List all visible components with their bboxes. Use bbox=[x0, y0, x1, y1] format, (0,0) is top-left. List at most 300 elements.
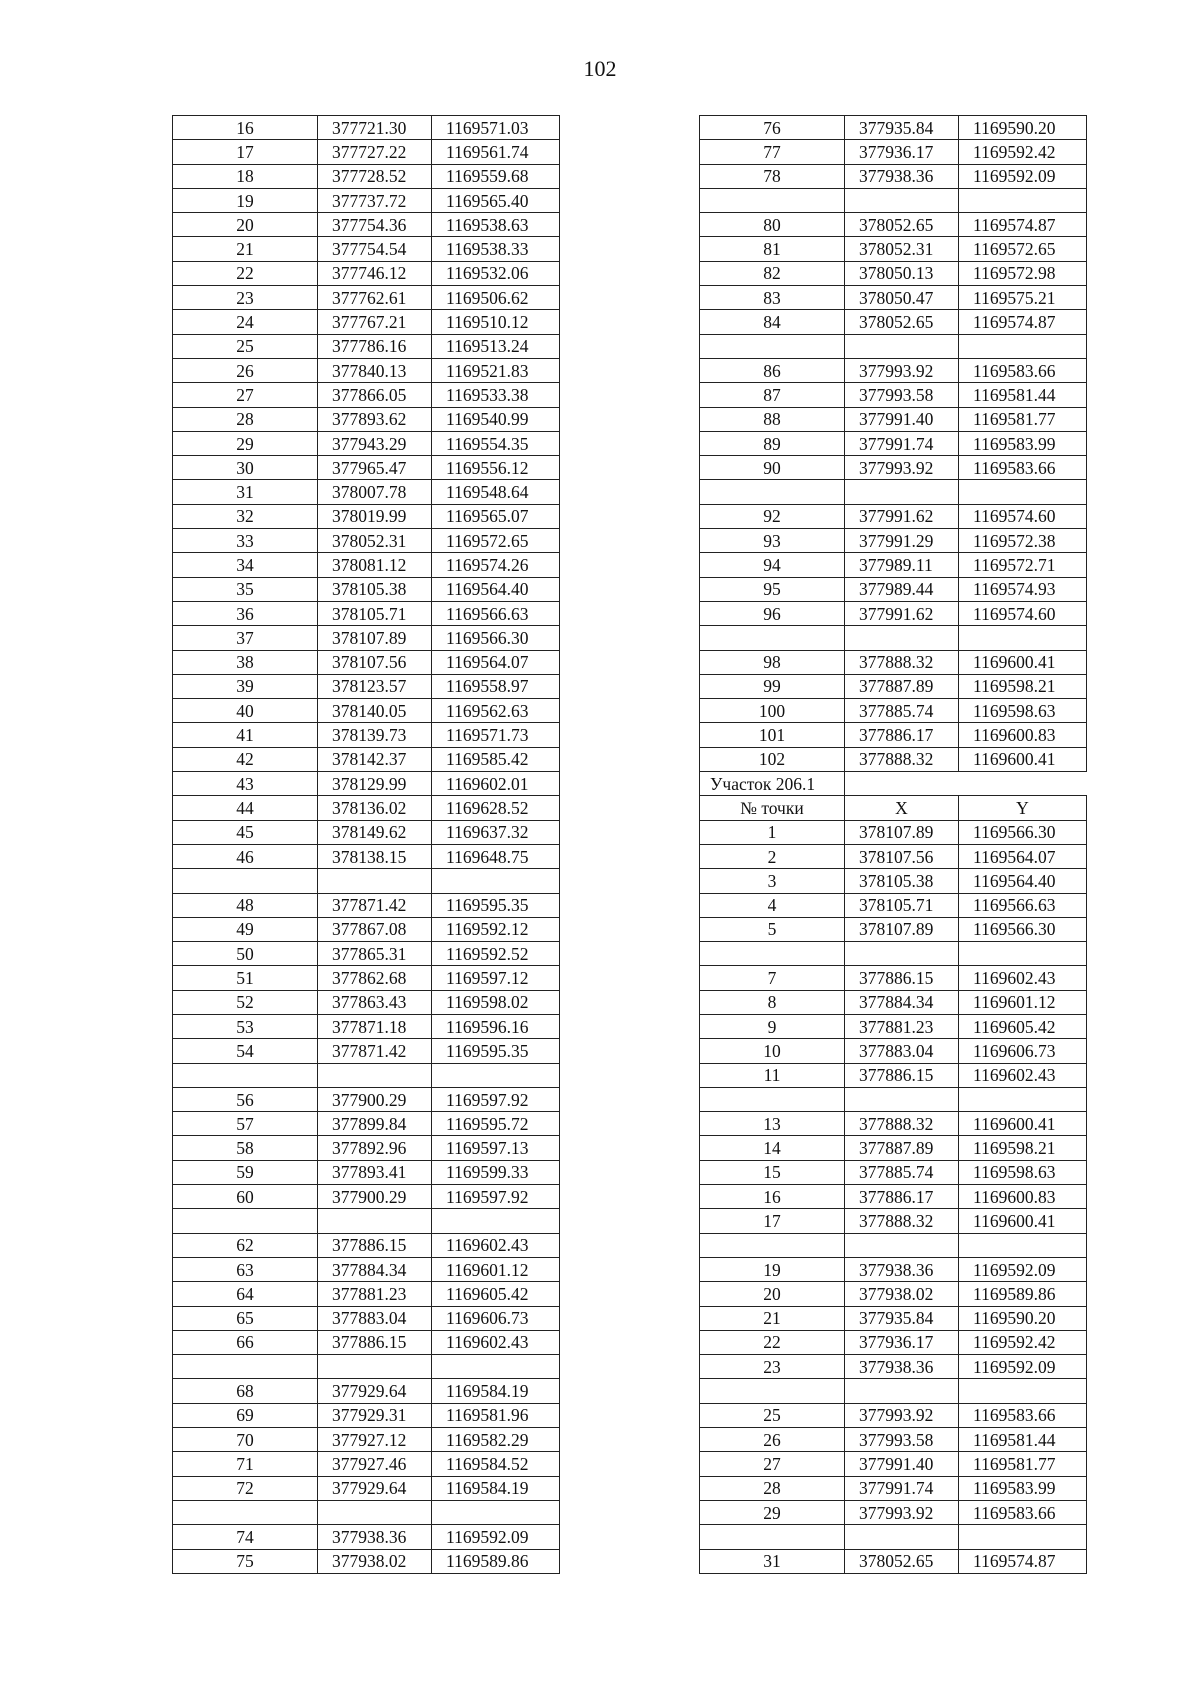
point-number: 35 bbox=[173, 577, 318, 601]
x-coordinate: 377929.64 bbox=[318, 1476, 432, 1500]
table-row bbox=[700, 1549, 1087, 1573]
point-number: 17 bbox=[173, 140, 318, 164]
table-row bbox=[173, 164, 560, 188]
y-coordinate: 1169583.66 bbox=[959, 1403, 1087, 1427]
point-number: 1 bbox=[700, 820, 845, 844]
y-coordinate: 1169605.42 bbox=[432, 1282, 560, 1306]
right-coordinates-table bbox=[699, 115, 1087, 1574]
y-coordinate: 1169602.43 bbox=[432, 1233, 560, 1257]
y-coordinate: 1169572.98 bbox=[959, 261, 1087, 285]
y-coordinate: 1169554.35 bbox=[432, 431, 560, 455]
x-coordinate: 377888.32 bbox=[845, 1112, 959, 1136]
y-coordinate bbox=[432, 869, 560, 893]
table-row bbox=[700, 431, 1087, 455]
point-number: 40 bbox=[173, 699, 318, 723]
x-coordinate: 378019.99 bbox=[318, 504, 432, 528]
table-row bbox=[173, 213, 560, 237]
table-row bbox=[700, 1525, 1087, 1549]
y-coordinate: 1169574.87 bbox=[959, 310, 1087, 334]
x-coordinate: 377991.40 bbox=[845, 1452, 959, 1476]
y-coordinate: 1169595.72 bbox=[432, 1112, 560, 1136]
table-row bbox=[173, 383, 560, 407]
point-number: 21 bbox=[700, 1306, 845, 1330]
x-coordinate: 377728.52 bbox=[318, 164, 432, 188]
table-row bbox=[173, 116, 560, 140]
table-row bbox=[700, 674, 1087, 698]
y-coordinate: 1169583.99 bbox=[959, 431, 1087, 455]
y-coordinate: 1169574.87 bbox=[959, 213, 1087, 237]
x-coordinate: 377883.04 bbox=[318, 1306, 432, 1330]
table-row bbox=[700, 626, 1087, 650]
point-number bbox=[173, 1500, 318, 1524]
header-point-number: № точки bbox=[700, 796, 845, 820]
table-row bbox=[700, 116, 1087, 140]
y-coordinate: 1169510.12 bbox=[432, 310, 560, 334]
x-coordinate: 377754.36 bbox=[318, 213, 432, 237]
table-row bbox=[173, 1355, 560, 1379]
x-coordinate: 377737.72 bbox=[318, 188, 432, 212]
table-row bbox=[173, 480, 560, 504]
table-row bbox=[173, 237, 560, 261]
y-coordinate: 1169589.86 bbox=[959, 1282, 1087, 1306]
section-title-blank bbox=[845, 772, 1087, 796]
y-coordinate: 1169596.16 bbox=[432, 1014, 560, 1038]
point-number: 72 bbox=[173, 1476, 318, 1500]
table-row bbox=[700, 286, 1087, 310]
y-coordinate: 1169597.13 bbox=[432, 1136, 560, 1160]
y-coordinate: 1169584.19 bbox=[432, 1379, 560, 1403]
point-number: 21 bbox=[173, 237, 318, 261]
point-number: 100 bbox=[700, 699, 845, 723]
x-coordinate: 378105.71 bbox=[845, 893, 959, 917]
x-coordinate: 378136.02 bbox=[318, 796, 432, 820]
x-coordinate: 377883.04 bbox=[845, 1039, 959, 1063]
y-coordinate: 1169566.30 bbox=[959, 820, 1087, 844]
table-row bbox=[173, 1403, 560, 1427]
y-coordinate: 1169600.83 bbox=[959, 723, 1087, 747]
point-number bbox=[700, 1525, 845, 1549]
x-coordinate bbox=[318, 1063, 432, 1087]
y-coordinate: 1169600.41 bbox=[959, 1112, 1087, 1136]
y-coordinate bbox=[959, 1087, 1087, 1111]
header-x: X bbox=[845, 796, 959, 820]
point-number: 13 bbox=[700, 1112, 845, 1136]
x-coordinate: 378007.78 bbox=[318, 480, 432, 504]
point-number: 5 bbox=[700, 917, 845, 941]
point-number: 31 bbox=[700, 1549, 845, 1573]
x-coordinate: 377993.58 bbox=[845, 1428, 959, 1452]
x-coordinate: 377888.32 bbox=[845, 1209, 959, 1233]
table-row bbox=[173, 286, 560, 310]
y-coordinate: 1169601.12 bbox=[959, 990, 1087, 1014]
table-row bbox=[173, 1087, 560, 1111]
x-coordinate: 377991.29 bbox=[845, 529, 959, 553]
point-number: 54 bbox=[173, 1039, 318, 1063]
table-row bbox=[173, 334, 560, 358]
y-coordinate bbox=[959, 334, 1087, 358]
y-coordinate: 1169558.97 bbox=[432, 674, 560, 698]
table-header-row bbox=[700, 796, 1087, 820]
y-coordinate: 1169637.32 bbox=[432, 820, 560, 844]
point-number: 37 bbox=[173, 626, 318, 650]
table-row bbox=[700, 164, 1087, 188]
point-number: 78 bbox=[700, 164, 845, 188]
table-row bbox=[173, 699, 560, 723]
point-number: 99 bbox=[700, 674, 845, 698]
point-number: 82 bbox=[700, 261, 845, 285]
table-row bbox=[173, 917, 560, 941]
x-coordinate: 377867.08 bbox=[318, 917, 432, 941]
table-row bbox=[173, 844, 560, 868]
table-row bbox=[700, 942, 1087, 966]
x-coordinate bbox=[845, 1525, 959, 1549]
point-number: 10 bbox=[700, 1039, 845, 1063]
table-row bbox=[173, 261, 560, 285]
x-coordinate: 377993.92 bbox=[845, 1403, 959, 1427]
point-number bbox=[173, 1209, 318, 1233]
table-row bbox=[173, 942, 560, 966]
x-coordinate: 378105.38 bbox=[845, 869, 959, 893]
y-coordinate: 1169600.41 bbox=[959, 650, 1087, 674]
table-row bbox=[700, 310, 1087, 334]
x-coordinate: 377887.89 bbox=[845, 674, 959, 698]
x-coordinate: 377929.64 bbox=[318, 1379, 432, 1403]
y-coordinate: 1169532.06 bbox=[432, 261, 560, 285]
x-coordinate: 377886.15 bbox=[318, 1233, 432, 1257]
point-number bbox=[700, 942, 845, 966]
table-row bbox=[173, 553, 560, 577]
x-coordinate: 377886.15 bbox=[845, 1063, 959, 1087]
y-coordinate: 1169592.09 bbox=[959, 1355, 1087, 1379]
y-coordinate: 1169628.52 bbox=[432, 796, 560, 820]
x-coordinate: 378138.15 bbox=[318, 844, 432, 868]
point-number: 45 bbox=[173, 820, 318, 844]
point-number: 23 bbox=[173, 286, 318, 310]
point-number: 75 bbox=[173, 1549, 318, 1573]
point-number bbox=[700, 1379, 845, 1403]
table-row bbox=[700, 723, 1087, 747]
x-coordinate: 378105.38 bbox=[318, 577, 432, 601]
x-coordinate: 378050.47 bbox=[845, 286, 959, 310]
x-coordinate: 377989.44 bbox=[845, 577, 959, 601]
point-number bbox=[700, 1233, 845, 1257]
table-row bbox=[700, 1476, 1087, 1500]
y-coordinate: 1169572.71 bbox=[959, 553, 1087, 577]
y-coordinate: 1169538.33 bbox=[432, 237, 560, 261]
table-row bbox=[700, 261, 1087, 285]
point-number: 38 bbox=[173, 650, 318, 674]
point-number bbox=[700, 626, 845, 650]
table-row bbox=[700, 1355, 1087, 1379]
x-coordinate: 377991.62 bbox=[845, 601, 959, 625]
y-coordinate: 1169583.66 bbox=[959, 1500, 1087, 1524]
y-coordinate: 1169533.38 bbox=[432, 383, 560, 407]
y-coordinate: 1169602.01 bbox=[432, 772, 560, 796]
table-row bbox=[173, 1379, 560, 1403]
x-coordinate: 377881.23 bbox=[845, 1014, 959, 1038]
point-number: 80 bbox=[700, 213, 845, 237]
x-coordinate: 377892.96 bbox=[318, 1136, 432, 1160]
table-row bbox=[173, 1330, 560, 1354]
x-coordinate: 378107.56 bbox=[845, 844, 959, 868]
y-coordinate: 1169581.44 bbox=[959, 1428, 1087, 1452]
y-coordinate: 1169602.43 bbox=[959, 966, 1087, 990]
table-row bbox=[173, 1257, 560, 1281]
point-number: 19 bbox=[173, 188, 318, 212]
table-row bbox=[173, 358, 560, 382]
x-coordinate: 377866.05 bbox=[318, 383, 432, 407]
y-coordinate: 1169592.12 bbox=[432, 917, 560, 941]
point-number bbox=[700, 1087, 845, 1111]
y-coordinate: 1169598.63 bbox=[959, 699, 1087, 723]
table-row bbox=[173, 1185, 560, 1209]
table-row bbox=[700, 237, 1087, 261]
table-row bbox=[700, 1209, 1087, 1233]
point-number: 24 bbox=[173, 310, 318, 334]
x-coordinate: 378129.99 bbox=[318, 772, 432, 796]
table-row bbox=[700, 334, 1087, 358]
table-row bbox=[700, 1403, 1087, 1427]
table-row bbox=[700, 1087, 1087, 1111]
x-coordinate: 378050.13 bbox=[845, 261, 959, 285]
y-coordinate: 1169597.92 bbox=[432, 1087, 560, 1111]
table-row bbox=[173, 650, 560, 674]
point-number: 59 bbox=[173, 1160, 318, 1184]
x-coordinate bbox=[845, 188, 959, 212]
table-row bbox=[700, 1330, 1087, 1354]
header-y: Y bbox=[959, 796, 1087, 820]
point-number: 19 bbox=[700, 1257, 845, 1281]
table-row bbox=[173, 407, 560, 431]
table-row bbox=[173, 1063, 560, 1087]
y-coordinate: 1169581.77 bbox=[959, 407, 1087, 431]
table-row bbox=[700, 917, 1087, 941]
point-number: 33 bbox=[173, 529, 318, 553]
x-coordinate: 378107.89 bbox=[845, 820, 959, 844]
point-number: 56 bbox=[173, 1087, 318, 1111]
point-number: 20 bbox=[700, 1282, 845, 1306]
x-coordinate: 377721.30 bbox=[318, 116, 432, 140]
y-coordinate: 1169575.21 bbox=[959, 286, 1087, 310]
table-row bbox=[173, 577, 560, 601]
x-coordinate: 378139.73 bbox=[318, 723, 432, 747]
point-number: 66 bbox=[173, 1330, 318, 1354]
point-number: 65 bbox=[173, 1306, 318, 1330]
table-row bbox=[173, 504, 560, 528]
x-coordinate bbox=[845, 1379, 959, 1403]
y-coordinate: 1169574.93 bbox=[959, 577, 1087, 601]
x-coordinate: 377936.17 bbox=[845, 140, 959, 164]
x-coordinate: 378052.65 bbox=[845, 213, 959, 237]
x-coordinate: 377893.41 bbox=[318, 1160, 432, 1184]
y-coordinate: 1169592.42 bbox=[959, 1330, 1087, 1354]
table-row bbox=[700, 358, 1087, 382]
table-row bbox=[700, 820, 1087, 844]
y-coordinate: 1169521.83 bbox=[432, 358, 560, 382]
x-coordinate: 378081.12 bbox=[318, 553, 432, 577]
table-row bbox=[173, 529, 560, 553]
y-coordinate: 1169581.44 bbox=[959, 383, 1087, 407]
point-number: 50 bbox=[173, 942, 318, 966]
point-number: 90 bbox=[700, 456, 845, 480]
y-coordinate: 1169585.42 bbox=[432, 747, 560, 771]
table-row bbox=[173, 310, 560, 334]
table-row bbox=[700, 456, 1087, 480]
x-coordinate: 377840.13 bbox=[318, 358, 432, 382]
y-coordinate: 1169606.73 bbox=[959, 1039, 1087, 1063]
y-coordinate: 1169574.87 bbox=[959, 1549, 1087, 1573]
point-number: 28 bbox=[173, 407, 318, 431]
y-coordinate: 1169582.29 bbox=[432, 1428, 560, 1452]
y-coordinate: 1169583.66 bbox=[959, 358, 1087, 382]
x-coordinate: 377862.68 bbox=[318, 966, 432, 990]
y-coordinate: 1169584.19 bbox=[432, 1476, 560, 1500]
table-row bbox=[700, 140, 1087, 164]
table-row bbox=[173, 747, 560, 771]
table-row bbox=[173, 431, 560, 455]
x-coordinate: 377929.31 bbox=[318, 1403, 432, 1427]
point-number: 42 bbox=[173, 747, 318, 771]
table-row bbox=[173, 796, 560, 820]
y-coordinate: 1169589.86 bbox=[432, 1549, 560, 1573]
y-coordinate bbox=[959, 480, 1087, 504]
y-coordinate: 1169581.77 bbox=[959, 1452, 1087, 1476]
y-coordinate: 1169583.99 bbox=[959, 1476, 1087, 1500]
point-number: 16 bbox=[700, 1185, 845, 1209]
point-number: 20 bbox=[173, 213, 318, 237]
point-number: 96 bbox=[700, 601, 845, 625]
y-coordinate: 1169601.12 bbox=[432, 1257, 560, 1281]
page-number: 102 bbox=[583, 56, 617, 81]
y-coordinate bbox=[959, 942, 1087, 966]
point-number: 44 bbox=[173, 796, 318, 820]
point-number: 25 bbox=[173, 334, 318, 358]
x-coordinate: 377938.02 bbox=[845, 1282, 959, 1306]
y-coordinate: 1169548.64 bbox=[432, 480, 560, 504]
point-number: 9 bbox=[700, 1014, 845, 1038]
table-row bbox=[700, 747, 1087, 771]
x-coordinate bbox=[845, 626, 959, 650]
x-coordinate: 377935.84 bbox=[845, 116, 959, 140]
y-coordinate: 1169648.75 bbox=[432, 844, 560, 868]
point-number: 22 bbox=[173, 261, 318, 285]
y-coordinate: 1169571.73 bbox=[432, 723, 560, 747]
point-number: 28 bbox=[700, 1476, 845, 1500]
table-row bbox=[700, 1428, 1087, 1452]
y-coordinate: 1169581.96 bbox=[432, 1403, 560, 1427]
y-coordinate: 1169598.21 bbox=[959, 674, 1087, 698]
table-row bbox=[173, 1233, 560, 1257]
table-row bbox=[700, 1039, 1087, 1063]
x-coordinate: 377927.46 bbox=[318, 1452, 432, 1476]
table-row bbox=[173, 1160, 560, 1184]
point-number: 46 bbox=[173, 844, 318, 868]
table-row bbox=[700, 1063, 1087, 1087]
point-number: 58 bbox=[173, 1136, 318, 1160]
x-coordinate: 377900.29 bbox=[318, 1185, 432, 1209]
y-coordinate: 1169564.40 bbox=[432, 577, 560, 601]
x-coordinate: 377938.36 bbox=[845, 1257, 959, 1281]
x-coordinate: 378105.71 bbox=[318, 601, 432, 625]
x-coordinate: 377943.29 bbox=[318, 431, 432, 455]
y-coordinate: 1169602.43 bbox=[432, 1330, 560, 1354]
point-number: 87 bbox=[700, 383, 845, 407]
x-coordinate bbox=[845, 480, 959, 504]
y-coordinate: 1169592.09 bbox=[432, 1525, 560, 1549]
point-number: 26 bbox=[173, 358, 318, 382]
y-coordinate: 1169562.63 bbox=[432, 699, 560, 723]
y-coordinate: 1169600.41 bbox=[959, 747, 1087, 771]
x-coordinate: 377938.36 bbox=[845, 1355, 959, 1379]
x-coordinate: 377871.42 bbox=[318, 1039, 432, 1063]
y-coordinate: 1169559.68 bbox=[432, 164, 560, 188]
x-coordinate: 377754.54 bbox=[318, 237, 432, 261]
y-coordinate bbox=[959, 1525, 1087, 1549]
table-row bbox=[700, 213, 1087, 237]
point-number: 76 bbox=[700, 116, 845, 140]
y-coordinate: 1169564.07 bbox=[959, 844, 1087, 868]
y-coordinate: 1169564.07 bbox=[432, 650, 560, 674]
table-row bbox=[173, 1525, 560, 1549]
table-row bbox=[700, 1306, 1087, 1330]
table-row bbox=[173, 1549, 560, 1573]
y-coordinate: 1169592.09 bbox=[959, 1257, 1087, 1281]
x-coordinate: 377871.18 bbox=[318, 1014, 432, 1038]
y-coordinate: 1169556.12 bbox=[432, 456, 560, 480]
table-row bbox=[700, 844, 1087, 868]
table-row bbox=[173, 723, 560, 747]
x-coordinate: 377871.42 bbox=[318, 893, 432, 917]
table-row bbox=[700, 480, 1087, 504]
point-number: 102 bbox=[700, 747, 845, 771]
y-coordinate: 1169574.26 bbox=[432, 553, 560, 577]
point-number: 25 bbox=[700, 1403, 845, 1427]
y-coordinate: 1169561.74 bbox=[432, 140, 560, 164]
y-coordinate: 1169538.63 bbox=[432, 213, 560, 237]
x-coordinate: 377888.32 bbox=[845, 747, 959, 771]
point-number: 57 bbox=[173, 1112, 318, 1136]
y-coordinate: 1169595.35 bbox=[432, 1039, 560, 1063]
x-coordinate bbox=[318, 1209, 432, 1233]
y-coordinate bbox=[959, 626, 1087, 650]
table-row bbox=[700, 1257, 1087, 1281]
y-coordinate: 1169565.40 bbox=[432, 188, 560, 212]
point-number: 101 bbox=[700, 723, 845, 747]
point-number: 14 bbox=[700, 1136, 845, 1160]
y-coordinate bbox=[959, 1233, 1087, 1257]
x-coordinate: 377884.34 bbox=[845, 990, 959, 1014]
table-row bbox=[173, 1476, 560, 1500]
y-coordinate: 1169566.63 bbox=[432, 601, 560, 625]
y-coordinate: 1169572.65 bbox=[432, 529, 560, 553]
table-row bbox=[700, 1282, 1087, 1306]
x-coordinate: 377884.34 bbox=[318, 1257, 432, 1281]
x-coordinate bbox=[845, 1233, 959, 1257]
x-coordinate: 377863.43 bbox=[318, 990, 432, 1014]
point-number: 98 bbox=[700, 650, 845, 674]
point-number: 53 bbox=[173, 1014, 318, 1038]
x-coordinate: 377938.02 bbox=[318, 1549, 432, 1573]
table-row bbox=[700, 650, 1087, 674]
point-number bbox=[700, 480, 845, 504]
point-number: 51 bbox=[173, 966, 318, 990]
x-coordinate bbox=[318, 1500, 432, 1524]
y-coordinate: 1169574.60 bbox=[959, 504, 1087, 528]
table-row bbox=[700, 1160, 1087, 1184]
table-row bbox=[173, 1136, 560, 1160]
point-number: 29 bbox=[173, 431, 318, 455]
y-coordinate: 1169583.66 bbox=[959, 456, 1087, 480]
